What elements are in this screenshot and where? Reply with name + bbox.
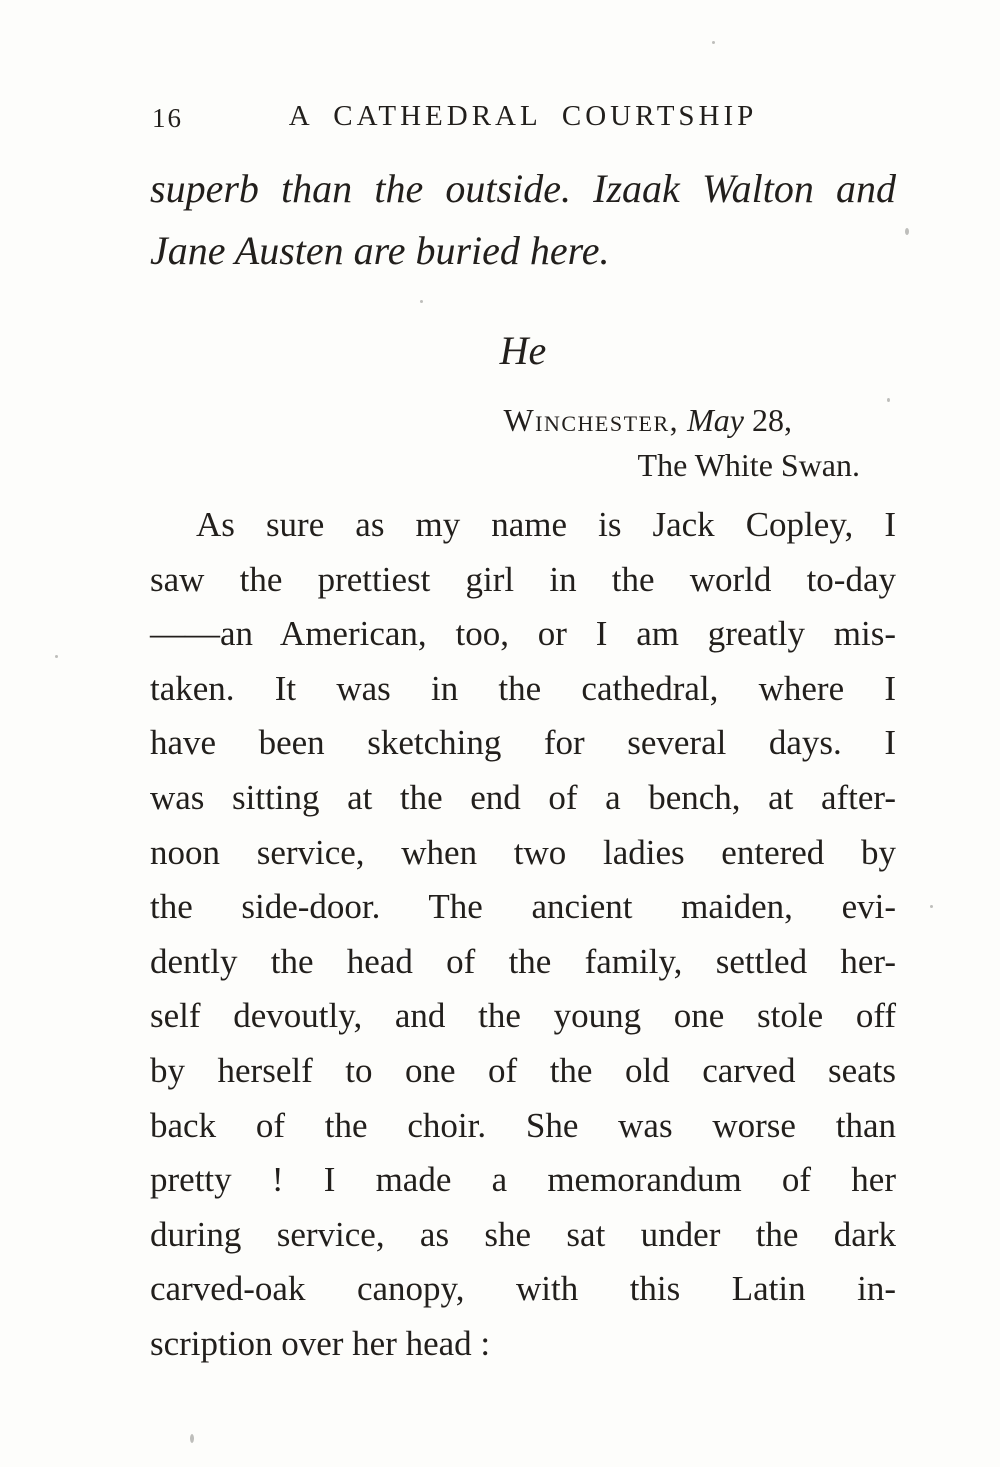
- body-line: was sitting at the end of a bench, at after-: [150, 777, 896, 817]
- letter-dateline: [150, 398, 896, 488]
- intro-line: superb than the outside. Izaak Walton and: [150, 166, 896, 211]
- body-paragraph: [150, 498, 896, 1372]
- body-line: noon service, when two ladies entered by: [150, 832, 896, 872]
- scan-speck: [190, 1434, 194, 1443]
- body-line: by herself to one of the old carved seats: [150, 1050, 896, 1090]
- scan-speck: [905, 228, 909, 235]
- section-heading: He: [499, 328, 547, 373]
- body-line: have been sketching for several days. I: [150, 723, 896, 763]
- scan-speck: [55, 655, 58, 658]
- running-head: [150, 100, 896, 136]
- scan-speck: [930, 905, 933, 908]
- dateline-hotel: The White Swan.: [637, 447, 860, 483]
- body-line: carved-oak canopy, with this Latin in-: [150, 1269, 896, 1309]
- dateline-place-date: [150, 398, 896, 443]
- body-line: As sure as my name is Jack Copley, I: [196, 505, 896, 544]
- body-line: scription over her head :: [150, 1323, 491, 1363]
- body-line: ——an American, too, or I am greatly mis-: [150, 614, 896, 654]
- scan-speck: [712, 41, 715, 44]
- scan-speck: [420, 300, 423, 303]
- body-line: pretty ! I made a memorandum of her: [150, 1160, 896, 1200]
- dateline-place: Winchester,: [503, 402, 680, 438]
- body-line: the side-door. The ancient maiden, evi-: [150, 887, 896, 927]
- body-line: self devoutly, and the young one stole off: [150, 996, 896, 1036]
- dateline-day: 28,: [752, 402, 792, 438]
- page-title: A CATHEDRAL COURTSHIP: [288, 100, 758, 132]
- body-line: saw the prettiest girl in the world to-day: [150, 559, 896, 599]
- body-line: back of the choir. She was worse than: [150, 1105, 896, 1145]
- dateline-month: May: [687, 402, 744, 438]
- body-line: taken. It was in the cathedral, where I: [150, 668, 896, 708]
- body-line: during service, as she sat under the dark: [150, 1214, 896, 1254]
- scan-speck: [887, 398, 890, 402]
- intro-line: Jane Austen are buried here.: [150, 228, 610, 273]
- page-number: 16: [152, 103, 183, 133]
- body-line: dently the head of the family, settled her-: [150, 941, 896, 981]
- intro-paragraph: [150, 158, 896, 282]
